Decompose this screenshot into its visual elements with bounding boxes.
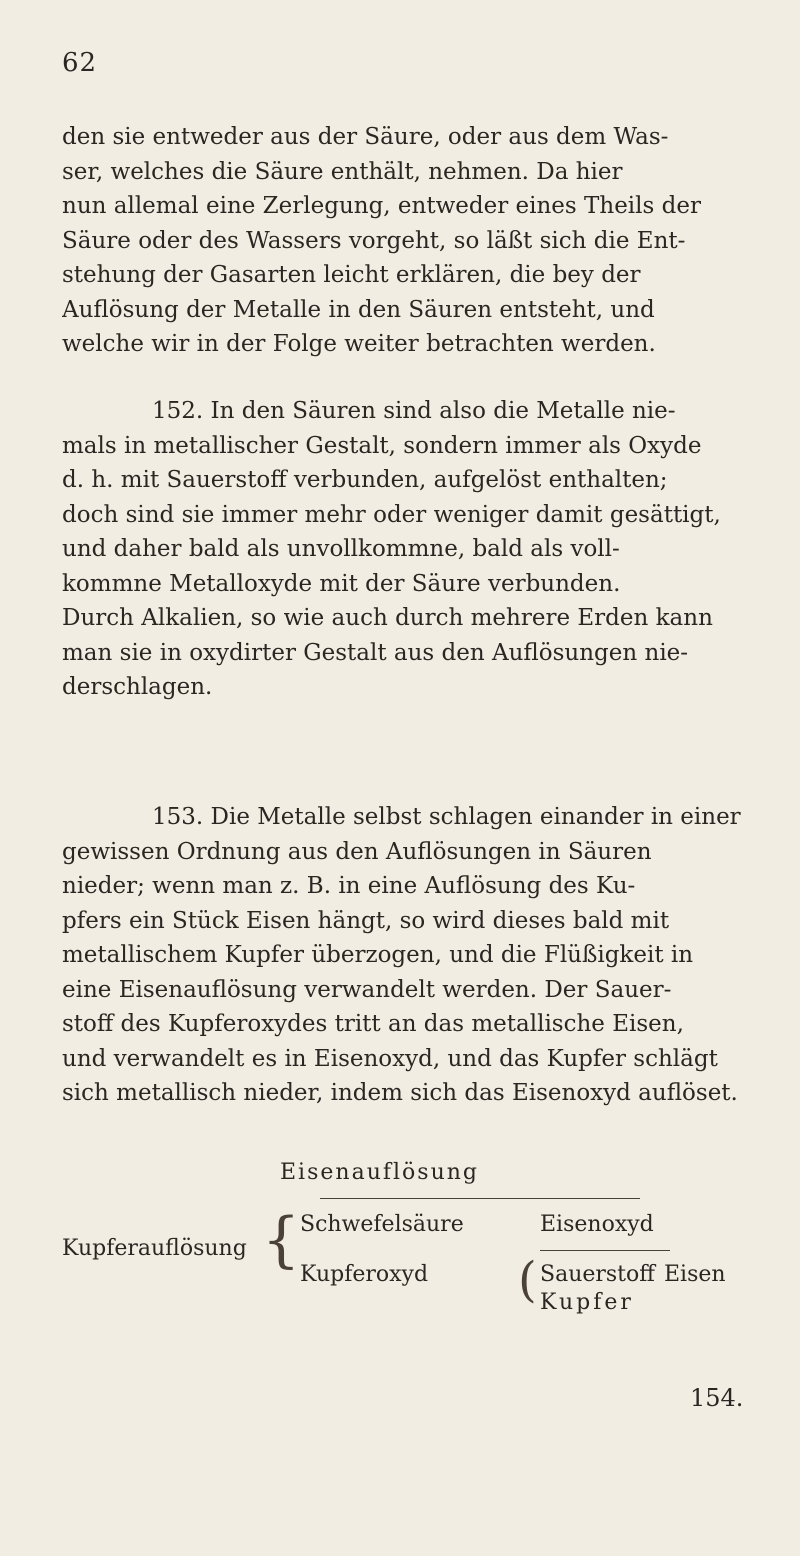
scheme-lower-bottom: Kupfer <box>540 1290 634 1315</box>
text-line: doch sind sie immer mehr oder weniger damit gesättigt, <box>62 501 721 528</box>
text-line: gewissen Ordnung aus den Auflösungen in Säuren <box>62 838 652 865</box>
scheme-lower-left: Kupferoxyd <box>300 1262 429 1287</box>
text-line: derschlagen. <box>62 674 213 700</box>
text-line: Auflösung der Metalle in den Säuren entsteht, und <box>62 296 655 323</box>
text-line: nun allemal eine Zerlegung, entweder eines Theils der <box>62 193 701 219</box>
brace-line-right <box>540 1250 670 1251</box>
text-line: mals in metallischer Gestalt, sondern immer als Oxyde <box>62 432 702 459</box>
paragraph-153 <box>62 800 748 1111</box>
paragraph-1 <box>62 120 748 362</box>
reaction-scheme <box>0 1150 800 1315</box>
scheme-lower-mid: Sauerstoff <box>540 1262 655 1287</box>
scheme-upper-left: Schwefelsäure <box>300 1212 464 1237</box>
catchword: 154. <box>690 1384 744 1412</box>
paragraph-152 <box>62 394 748 705</box>
text-line: d. h. mit Sauerstoff verbunden, aufgelöst enthalten; <box>62 467 668 493</box>
text-line: man sie in oxydirter Gestalt aus den Auflösungen nie- <box>62 639 689 666</box>
text-line: welche wir in der Folge weiter betrachten werden. <box>62 331 656 357</box>
text-line: sich metallisch nieder, indem sich das Eisenoxyd auflöset. <box>62 1080 738 1106</box>
text-line: Säure oder des Wassers vorgeht, so läßt sich die Ent- <box>62 227 686 254</box>
scheme-lower-right: Eisen <box>664 1262 726 1287</box>
scheme-left-label: Kupferauflösung <box>62 1236 247 1261</box>
brace-line-top <box>320 1198 640 1199</box>
text-line: den sie entweder aus der Säure, oder aus dem Was- <box>62 124 669 150</box>
text-line: kommne Metalloxyde mit der Säure verbunden. <box>62 570 621 597</box>
text-line: 152. In den Säuren sind also die Metalle nie- <box>152 398 676 424</box>
text-line: eine Eisenauflösung verwandelt werden. Der Sauer- <box>62 976 672 1003</box>
scheme-title: Eisenauflösung <box>280 1160 479 1185</box>
text-line: pfers ein Stück Eisen hängt, so wird dieses bald mit <box>62 907 670 934</box>
text-line: 153. Die Metalle selbst schlagen einander in einer <box>152 804 741 830</box>
scheme-upper-right: Eisenoxyd <box>540 1212 654 1237</box>
page-number: 62 <box>62 48 98 78</box>
text-line: stehung der Gasarten leicht erklären, die bey der <box>62 262 641 288</box>
brace-left-icon: { <box>262 1205 301 1275</box>
text-line: Durch Alkalien, so wie auch durch mehrere Erden kann <box>62 605 713 631</box>
text-line: und verwandelt es in Eisenoxyd, und das Kupfer schlägt <box>62 1045 718 1072</box>
text-line: stoff des Kupferoxydes tritt an das metallische Eisen, <box>62 1011 684 1037</box>
text-line: metallischem Kupfer überzogen, und die Flüßigkeit in <box>62 942 694 968</box>
text-line: ser, welches die Säure enthält, nehmen. Da hier <box>62 158 623 185</box>
text-line: und daher bald als unvollkommne, bald als voll- <box>62 536 620 562</box>
text-line: nieder; wenn man z. B. in eine Auflösung des Ku- <box>62 873 636 899</box>
brace-right-icon: ( <box>518 1252 537 1308</box>
